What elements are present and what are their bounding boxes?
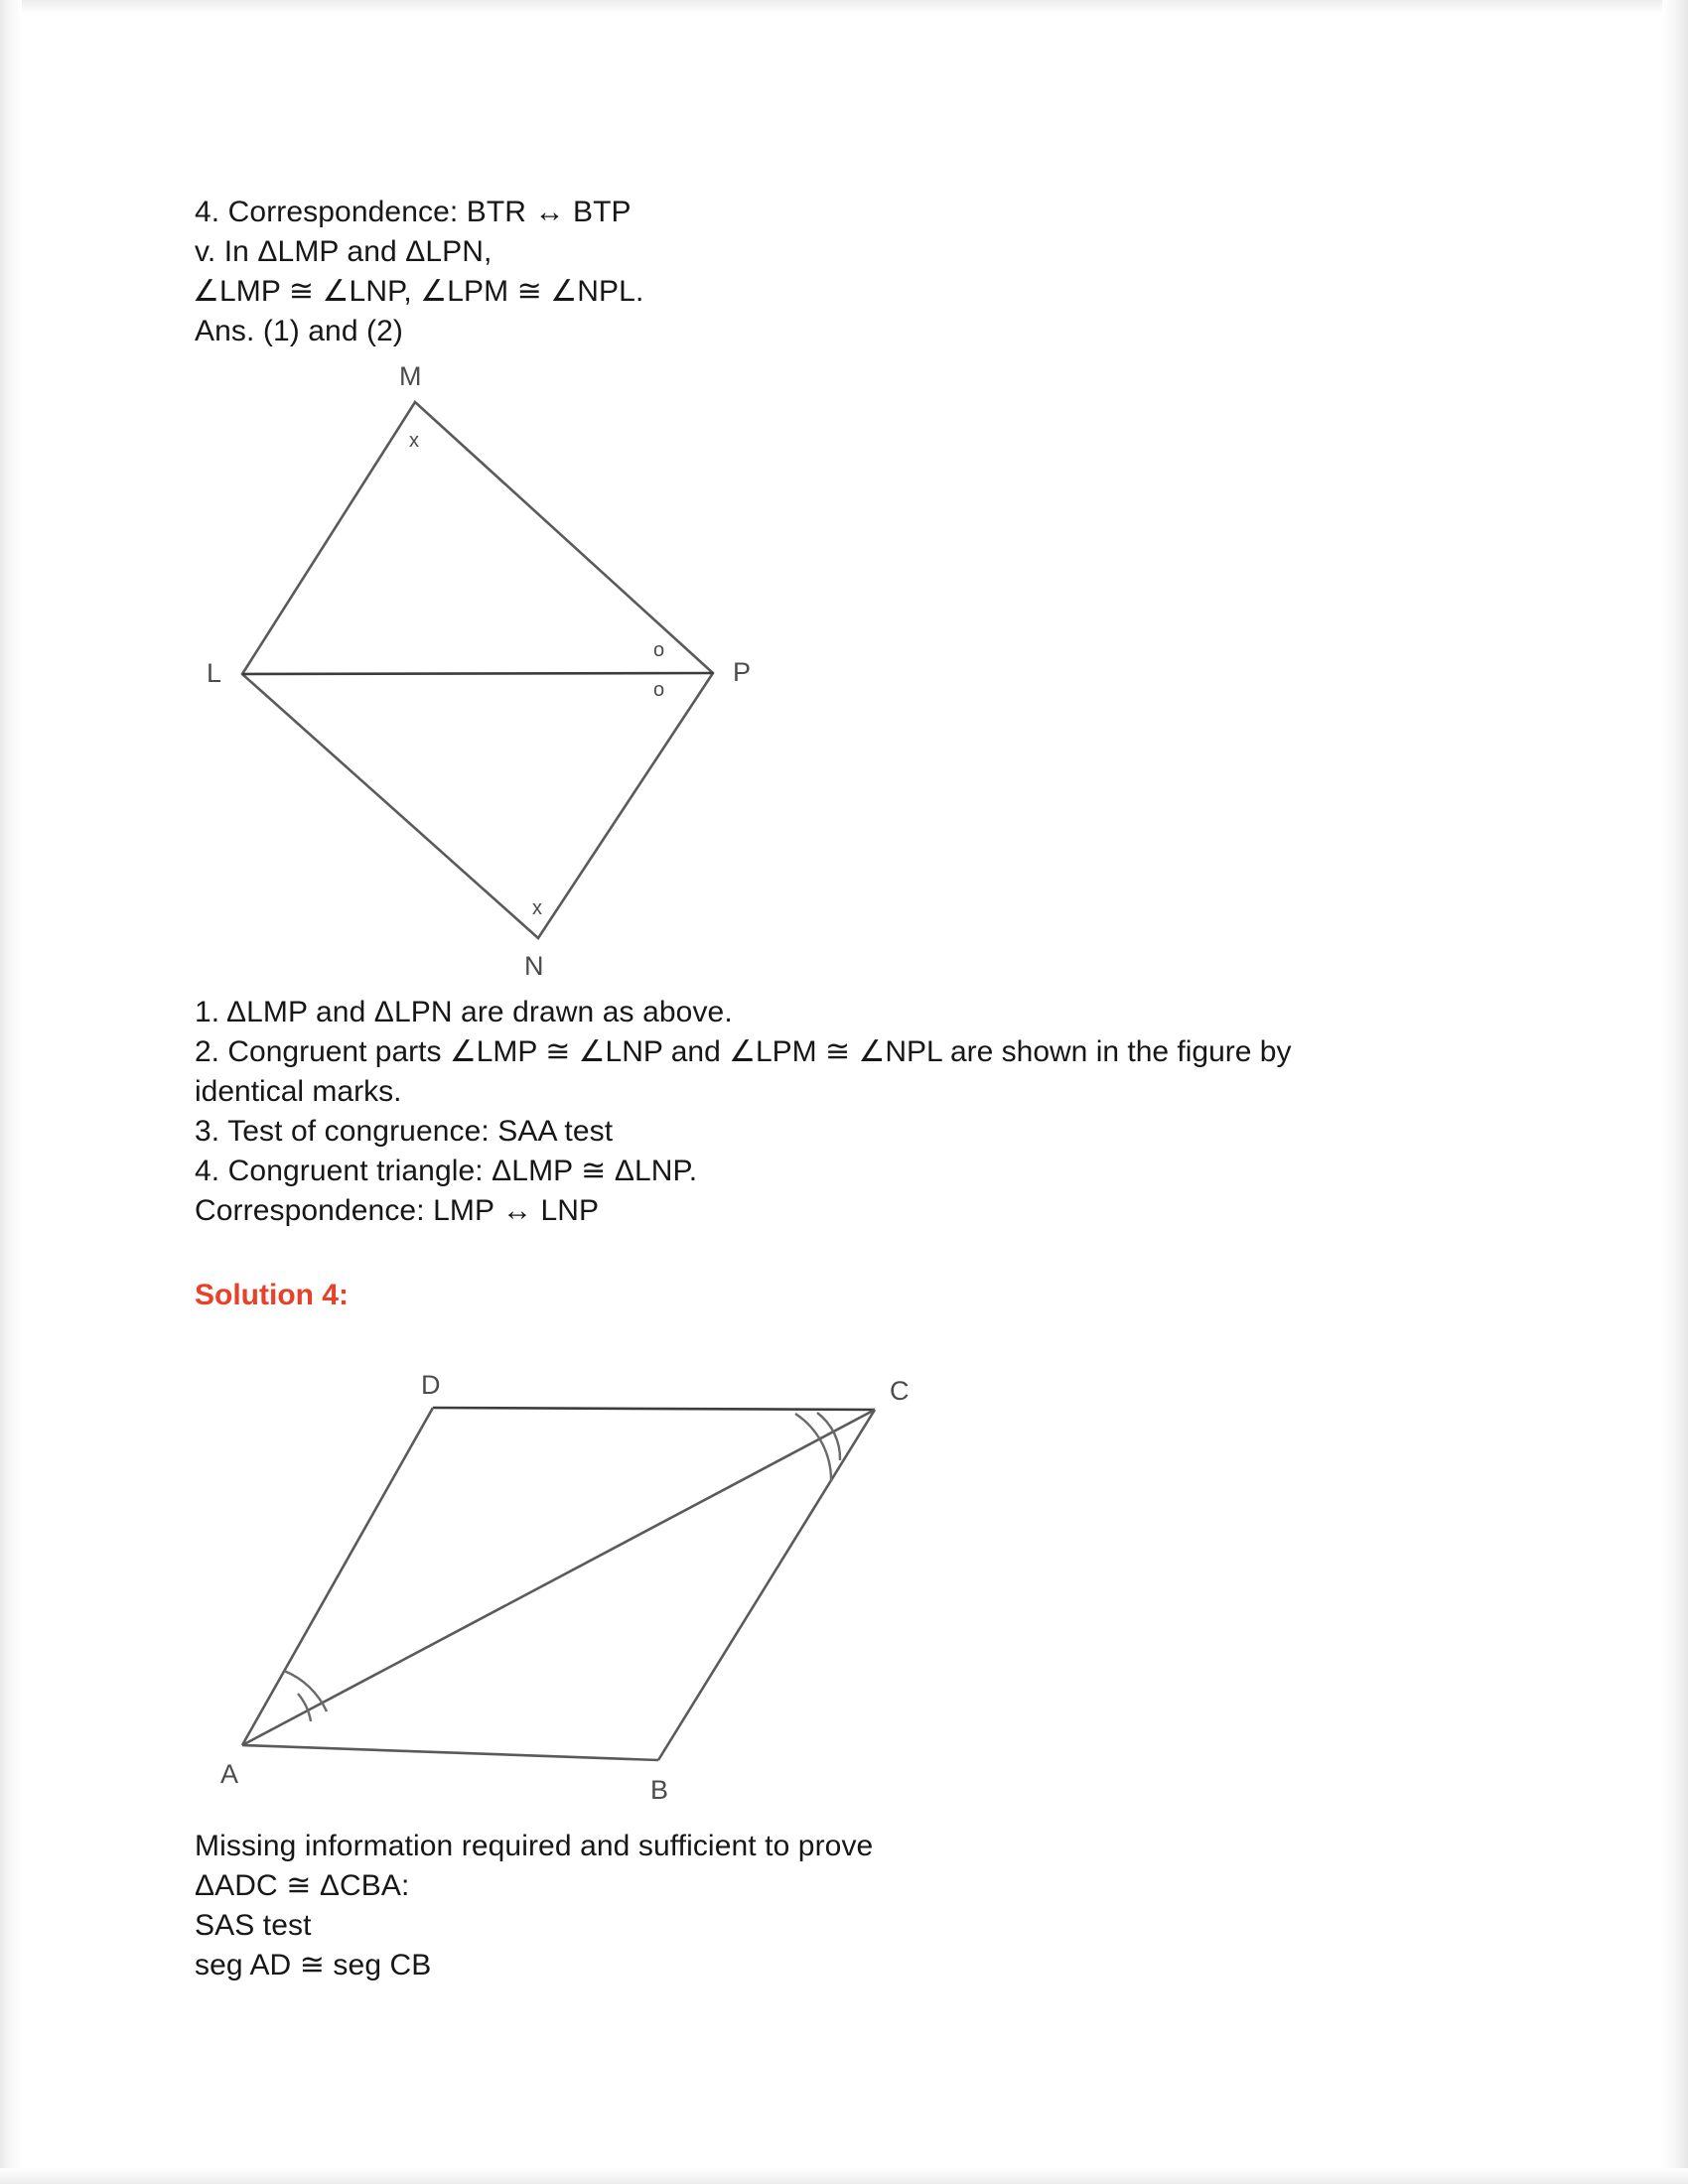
missing-info-line-3: SAS test	[195, 1909, 312, 1942]
segment-bc	[658, 1410, 875, 1760]
step-2-text: 2. Congruent parts ∠LMP ≅ ∠LNP and ∠LPM ≅ ∠NPL are shown in the figure by identical marks.	[195, 1035, 1300, 1108]
angle-mark-m-x: x	[409, 430, 419, 452]
figure-parallelogram-abcd	[199, 1360, 953, 1817]
vertex-label-b: B	[650, 1775, 669, 1805]
page-edge-right	[1662, 0, 1688, 2184]
angle-arc-a-inner	[298, 1694, 311, 1721]
figure-abcd-svg	[199, 1360, 953, 1817]
step-1-text: 1. ΔLMP and ΔLPN are drawn as above.	[195, 996, 733, 1028]
solution-4-heading: Solution 4:	[195, 1279, 349, 1311]
angle-mark-p-upper-o: o	[653, 639, 665, 661]
step-4-text: 4. Congruent triangle: ΔLMP ≅ ΔLNP.	[195, 1155, 698, 1187]
figure-triangles-lmp-lpn	[179, 357, 814, 993]
path-l-m-p	[242, 402, 713, 674]
angle-arc-c-outer	[795, 1414, 831, 1481]
vertex-label-m: M	[399, 361, 422, 391]
page-edge-bottom	[0, 2168, 1688, 2184]
angle-mark-p-lower-o: o	[653, 679, 665, 701]
segment-ab	[242, 1745, 658, 1760]
page-edge-left	[0, 0, 22, 2184]
vertex-label-p: P	[733, 657, 752, 687]
line-answer: Ans. (1) and (2)	[195, 315, 404, 347]
vertex-label-l: L	[207, 658, 222, 688]
missing-info-line-1: Missing information required and sufficient to prove	[195, 1830, 874, 1862]
vertex-label-a: A	[220, 1759, 239, 1789]
line-v-in-triangles: v. In ΔLMP and ΔLPN,	[195, 235, 492, 268]
vertex-label-d: D	[421, 1370, 441, 1400]
segment-dc	[433, 1408, 875, 1410]
vertex-label-c: C	[890, 1376, 910, 1406]
angle-mark-n-x: x	[532, 897, 542, 919]
missing-info-line-2: ΔADC ≅ ΔCBA:	[195, 1869, 410, 1902]
segment-lp	[242, 673, 713, 674]
page-edge-top	[0, 0, 1688, 14]
figure-lmpn-svg	[179, 357, 814, 993]
missing-info-line-4: seg AD ≅ seg CB	[195, 1949, 432, 1981]
step-3-text: 3. Test of congruence: SAA test	[195, 1115, 614, 1148]
step-correspondence-text: Correspondence: LMP ↔ LNP	[195, 1194, 600, 1227]
line-congruent-angles: ∠LMP ≅ ∠LNP, ∠LPM ≅ ∠NPL.	[193, 275, 644, 308]
angle-arc-c-inner	[817, 1413, 840, 1460]
path-l-n-p	[242, 673, 713, 938]
vertex-label-n: N	[524, 951, 544, 981]
line-correspondence-btr: 4. Correspondence: BTR ↔ BTP	[195, 196, 632, 228]
